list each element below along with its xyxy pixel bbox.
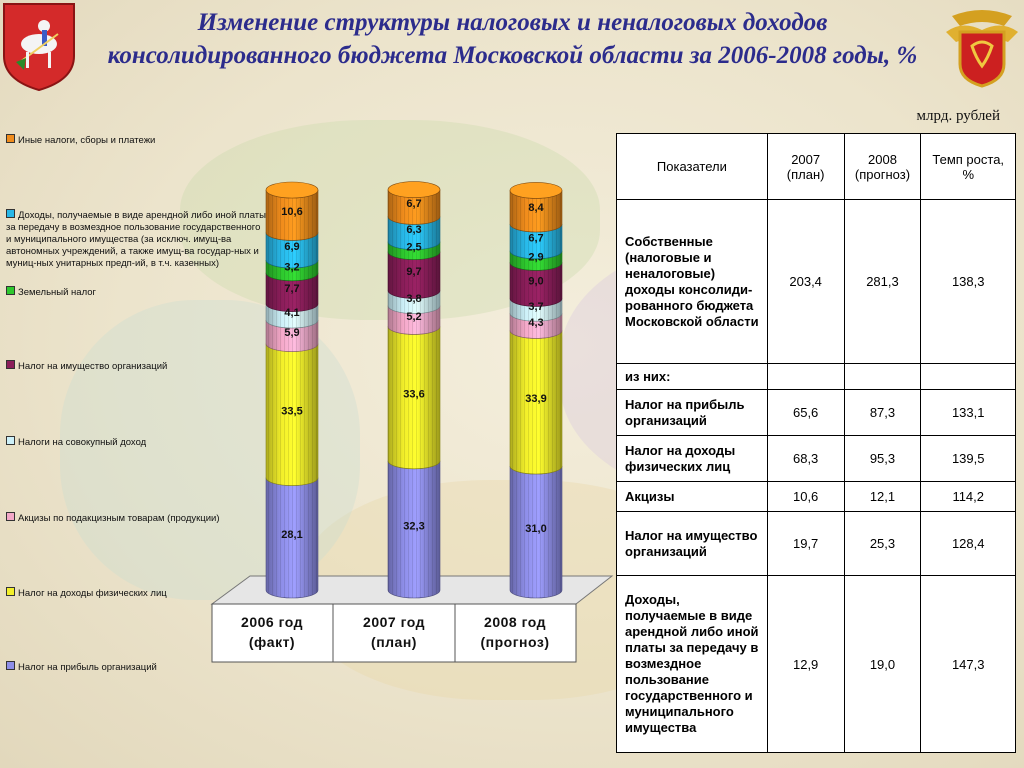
cell-2008: 95,3: [844, 436, 921, 482]
table-row: [617, 482, 1016, 512]
data-label: 5,9: [284, 326, 300, 339]
data-label: 2,9: [528, 251, 544, 264]
data-label: 4,1: [284, 306, 300, 319]
data-label: 3,8: [406, 293, 422, 305]
header-indicators: Показатели: [617, 134, 768, 200]
data-label: 6,3: [406, 224, 422, 236]
category-label: 2008 год: [484, 614, 546, 630]
title-line-1: Изменение структуры налоговых и неналоговых доходов: [197, 9, 828, 36]
cell-2008: 12,1: [844, 482, 921, 512]
data-label: 32,3: [403, 520, 425, 533]
table-header-row: [617, 134, 1016, 200]
table-row: [617, 576, 1016, 753]
legend-label: Налоги на совокупный доход: [18, 437, 147, 448]
category-label: 2006 год: [241, 614, 303, 630]
cell-2007: 12,9: [767, 576, 844, 753]
cell-2008: 87,3: [844, 390, 921, 436]
cell-2008: [844, 364, 921, 390]
unit-label: млрд. рублей: [916, 108, 1000, 124]
data-label: 6,7: [406, 198, 422, 210]
bar-top-cap: [266, 182, 318, 198]
data-label: 6,9: [284, 241, 300, 254]
legend-label: Налог на прибыль организаций: [18, 662, 157, 673]
category-axis-box: [212, 604, 576, 662]
data-label: 8,4: [528, 202, 544, 215]
data-label: 9,7: [406, 266, 422, 278]
legend-label: Налог на доходы физических лиц: [18, 588, 167, 599]
cell-2007: 65,6: [767, 390, 844, 436]
table-row: [617, 200, 1016, 364]
row-label: Акцизы: [617, 482, 768, 512]
cell-2008: 281,3: [844, 200, 921, 364]
legend-label: Налог на имущество организаций: [18, 361, 168, 372]
cell-2007: 10,6: [767, 482, 844, 512]
data-label: 4,3: [528, 316, 544, 329]
title-line-2: консолидированного бюджета Московской области за 2006-2008 годы, %: [107, 42, 918, 69]
legend-label: Акцизы по подакцизным товарам (продукции): [18, 513, 220, 524]
header-2007: 2007 (план): [767, 134, 844, 200]
row-label: из них:: [617, 364, 768, 390]
data-label: 3,7: [528, 300, 544, 313]
indicators-table: [616, 133, 1016, 753]
cell-2008: 19,0: [844, 576, 921, 753]
cell-growth: 128,4: [921, 512, 1016, 576]
header-growth: Темп роста, %: [921, 134, 1016, 200]
bar-group: [266, 182, 562, 598]
row-label: Доходы, получаемые в виде арендной либо иной платы за передачу в возмездное пользование государственного и муниципального имущества: [617, 576, 768, 753]
cell-growth: 138,3: [921, 200, 1016, 364]
row-label: Налог на прибыль организаций: [617, 390, 768, 436]
data-label: 10,6: [281, 206, 303, 219]
table-row: [617, 390, 1016, 436]
cell-growth: 133,1: [921, 390, 1016, 436]
header-2008: 2008 (прогноз): [844, 134, 921, 200]
table-row: [617, 512, 1016, 576]
data-label: 33,5: [281, 405, 303, 418]
table-row: [617, 364, 1016, 390]
row-label: Налог на имущество организаций: [617, 512, 768, 576]
cell-growth: 139,5: [921, 436, 1016, 482]
category-label: (прогноз): [480, 634, 550, 650]
row-label: Собственные (налоговые и неналоговые) доходы консолиди-рованного бюджета Московской области: [617, 200, 768, 364]
data-label: 7,7: [284, 283, 300, 296]
data-label: 6,7: [528, 232, 544, 245]
legend-label: Иные налоги, сборы и платежи: [18, 135, 156, 146]
cell-2008: 25,3: [844, 512, 921, 576]
category-label: 2007 год: [363, 614, 425, 630]
cell-2007: 19,7: [767, 512, 844, 576]
cell-growth: [921, 364, 1016, 390]
cell-2007: 68,3: [767, 436, 844, 482]
data-label: 5,2: [406, 311, 422, 323]
cell-growth: 114,2: [921, 482, 1016, 512]
table-row: [617, 436, 1016, 482]
cell-growth: 147,3: [921, 576, 1016, 753]
legend-label: Земельный налог: [18, 287, 96, 298]
category-label: (план): [371, 634, 417, 650]
cell-2007: [767, 364, 844, 390]
data-label: 28,1: [281, 528, 303, 541]
data-label: 3,2: [284, 261, 300, 274]
bar-top-cap: [388, 182, 440, 198]
data-label: 2,5: [406, 241, 422, 254]
legend-label: Доходы, получаемые в виде арендной либо иной платы за передачу в возмездное пользование государственного и муниципального имущества (за исключ. имущ-ва автономных учреждений, а также имущ-ва государ-ных и муниц-ных унитарных предп-ий, в т.ч. казенных): [6, 210, 266, 269]
data-label: 9,0: [528, 275, 544, 288]
data-label: 33,9: [525, 393, 547, 406]
category-label: (факт): [248, 634, 296, 650]
data-label: 33,6: [403, 388, 425, 401]
cell-2007: 203,4: [767, 200, 844, 364]
data-label: 31,0: [525, 523, 547, 535]
row-label: Налог на доходы физических лиц: [617, 436, 768, 482]
bar-top-cap: [510, 182, 562, 198]
